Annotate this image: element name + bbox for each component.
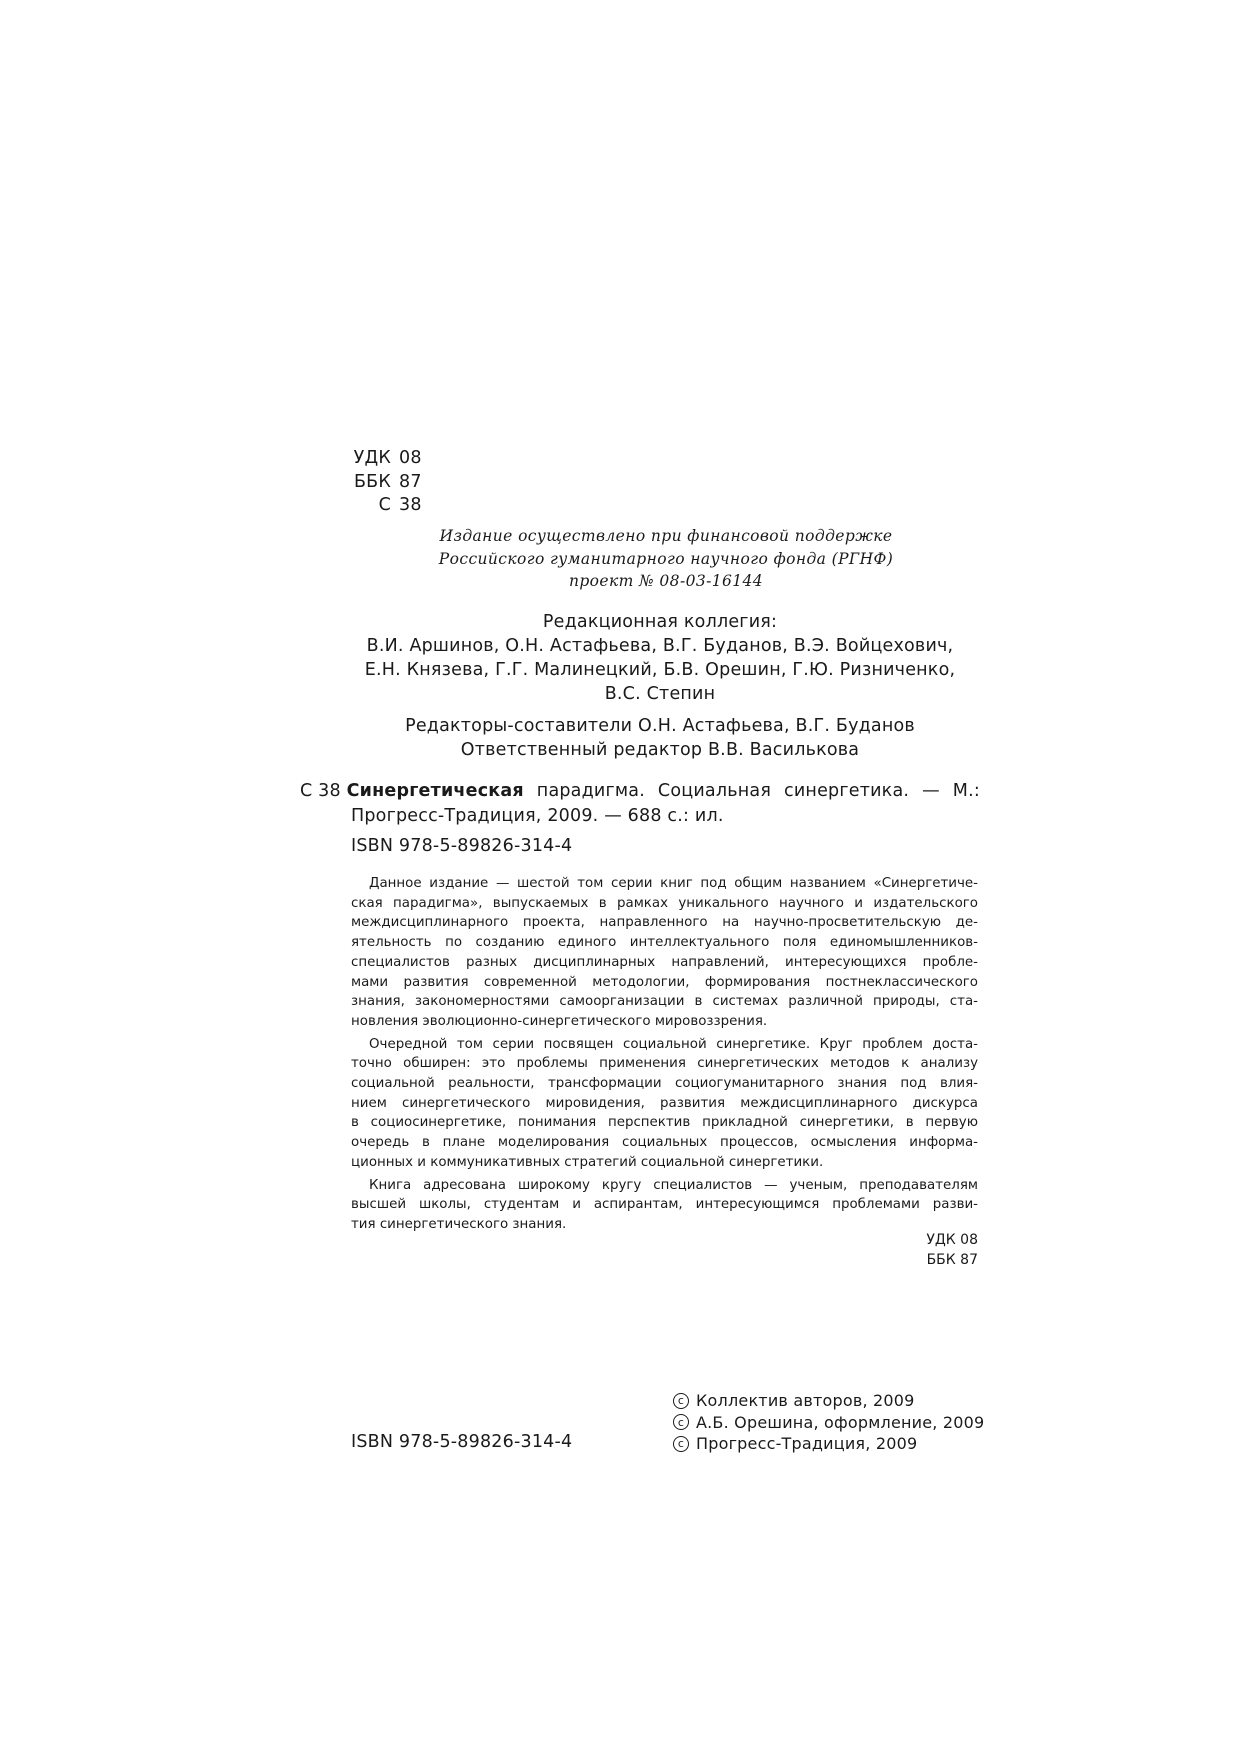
annotation-line: нием синергетического мировидения, развития междисциплинарного дискурса — [351, 1095, 978, 1111]
funding-note — [351, 525, 981, 593]
annotation-line: ская парадигма», выпускаемых в рамках уникального научного и издательского — [351, 895, 978, 911]
board-members-line-3: В.С. Степин — [604, 684, 716, 704]
entry-word: синергетика. — [784, 781, 910, 801]
annotation-line: Данное издание — шестой том серии книг под общим названием «Синергетиче- — [369, 876, 978, 891]
funding-line-2: Российского гуманитарного научного фонда (РГНФ) — [438, 549, 894, 568]
bibliographic-entry — [300, 779, 980, 829]
bbk-label: ББК — [353, 471, 391, 492]
bbk-value: 87 — [399, 471, 422, 492]
annotation-line: очередь в плане моделирования социальных процессов, осмысления информа- — [351, 1135, 978, 1151]
annotation-line: точно обширен: это проблемы применения синергетических методов к анализу — [351, 1056, 978, 1072]
copyright-text: Коллектив авторов, 2009 — [696, 1391, 915, 1410]
entry-dash: — — [922, 781, 940, 801]
annotation-line: высшей школы, студентам и аспирантам, интересующимся проблемами разви- — [351, 1197, 978, 1213]
annotation-line: знания, закономерностями самоорганизации в системах различной природы, ста- — [351, 994, 978, 1010]
copyright-icon: c — [673, 1436, 689, 1452]
annotation-line: ционных и коммуникативных стратегий социальной синергетики. — [351, 1154, 824, 1170]
annotation-line: мами развития современной методологии, формирования постнеклассического — [351, 974, 978, 990]
copyright-text: А.Б. Орешина, оформление, 2009 — [696, 1412, 985, 1432]
annotation-paragraph-2 — [351, 1035, 978, 1173]
copyright-notices — [673, 1390, 984, 1455]
board-members-line-1: В.И. Аршинов, О.Н. Астафьева, В.Г. Буданов, В.Э. Войцехович, — [366, 636, 954, 656]
entry-title-bold: Синергетическая — [346, 781, 524, 801]
annotation — [351, 874, 978, 1238]
annotation-udk: УДК 08 — [926, 1232, 978, 1248]
footer-isbn: ISBN 978-5-89826-314-4 — [351, 1432, 573, 1452]
copyright-row — [673, 1412, 984, 1434]
author-mark-row — [351, 494, 422, 518]
funding-project-number: проект № 08-03-16144 — [568, 572, 764, 590]
editorial-board — [320, 610, 1000, 762]
udk-label: УДК — [353, 448, 391, 468]
annotation-bbk: ББК 87 — [926, 1252, 978, 1268]
compilers-line: Редакторы-составители О.Н. Астафьева, В.Г. Буданов — [405, 716, 915, 736]
author-mark-label: С — [378, 495, 391, 515]
responsible-editor-line: Ответственный редактор В.В. Василькова — [460, 740, 860, 760]
annotation-line: междисциплинарного проекта, направленного на научно-просветительскую де- — [351, 915, 978, 931]
entry-isbn: ISBN 978-5-89826-314-4 — [351, 836, 573, 856]
board-members-line-2: Е.Н. Князева, Г.Г. Малинецкий, Б.В. Орешин, Г.Ю. Ризниченко, — [364, 660, 956, 680]
annotation-codes — [880, 1230, 978, 1270]
udk-value: 08 — [399, 448, 422, 468]
classification-codes — [351, 447, 422, 518]
annotation-line: Книга адресована широкому кругу специалистов — ученым, преподавателям — [369, 1177, 978, 1193]
annotation-line: в социосинергетике, понимания перспектив прикладной синергетики, в первую — [351, 1115, 978, 1131]
copyright-text: Прогресс-Традиция, 2009 — [696, 1434, 918, 1453]
entry-line-1 — [300, 779, 980, 804]
funding-line-1: Издание осуществлено при финансовой поддержке — [439, 527, 893, 545]
bbk-code-row — [351, 471, 422, 495]
annotation-line: новления эволюционно-синергетического мировоззрения. — [351, 1013, 768, 1029]
copyright-icon: c — [673, 1414, 689, 1430]
copyright-icon: c — [673, 1393, 689, 1409]
copyright-row — [673, 1390, 984, 1412]
entry-word: Социальная — [657, 781, 772, 801]
entry-line-2: Прогресс-Традиция, 2009. — 688 с.: ил. — [351, 806, 724, 826]
board-heading: Редакционная коллегия: — [542, 612, 778, 632]
annotation-paragraph-3 — [351, 1176, 978, 1235]
copyright-row — [673, 1433, 984, 1455]
udk-code-row — [351, 447, 422, 471]
entry-place: М.: — [952, 781, 980, 801]
annotation-paragraph-1 — [351, 874, 978, 1032]
entry-word: парадигма. — [536, 781, 645, 801]
annotation-line: социальной реальности, трансформации социогуманитарного знания под влия- — [351, 1076, 978, 1092]
author-mark-value: 38 — [399, 495, 422, 515]
annotation-line: тия синергетического знания. — [351, 1216, 567, 1232]
annotation-line: специалистов разных дисциплинарных направлений, интересующихся пробле- — [351, 954, 978, 970]
annotation-line: Очередной том серии посвящен социальной синергетике. Круг проблем доста- — [369, 1036, 978, 1052]
entry-mark: С 38 Синергетическая — [300, 781, 524, 801]
annotation-line: ятельность по созданию единого интеллектуального поля единомышленников- — [351, 935, 978, 951]
